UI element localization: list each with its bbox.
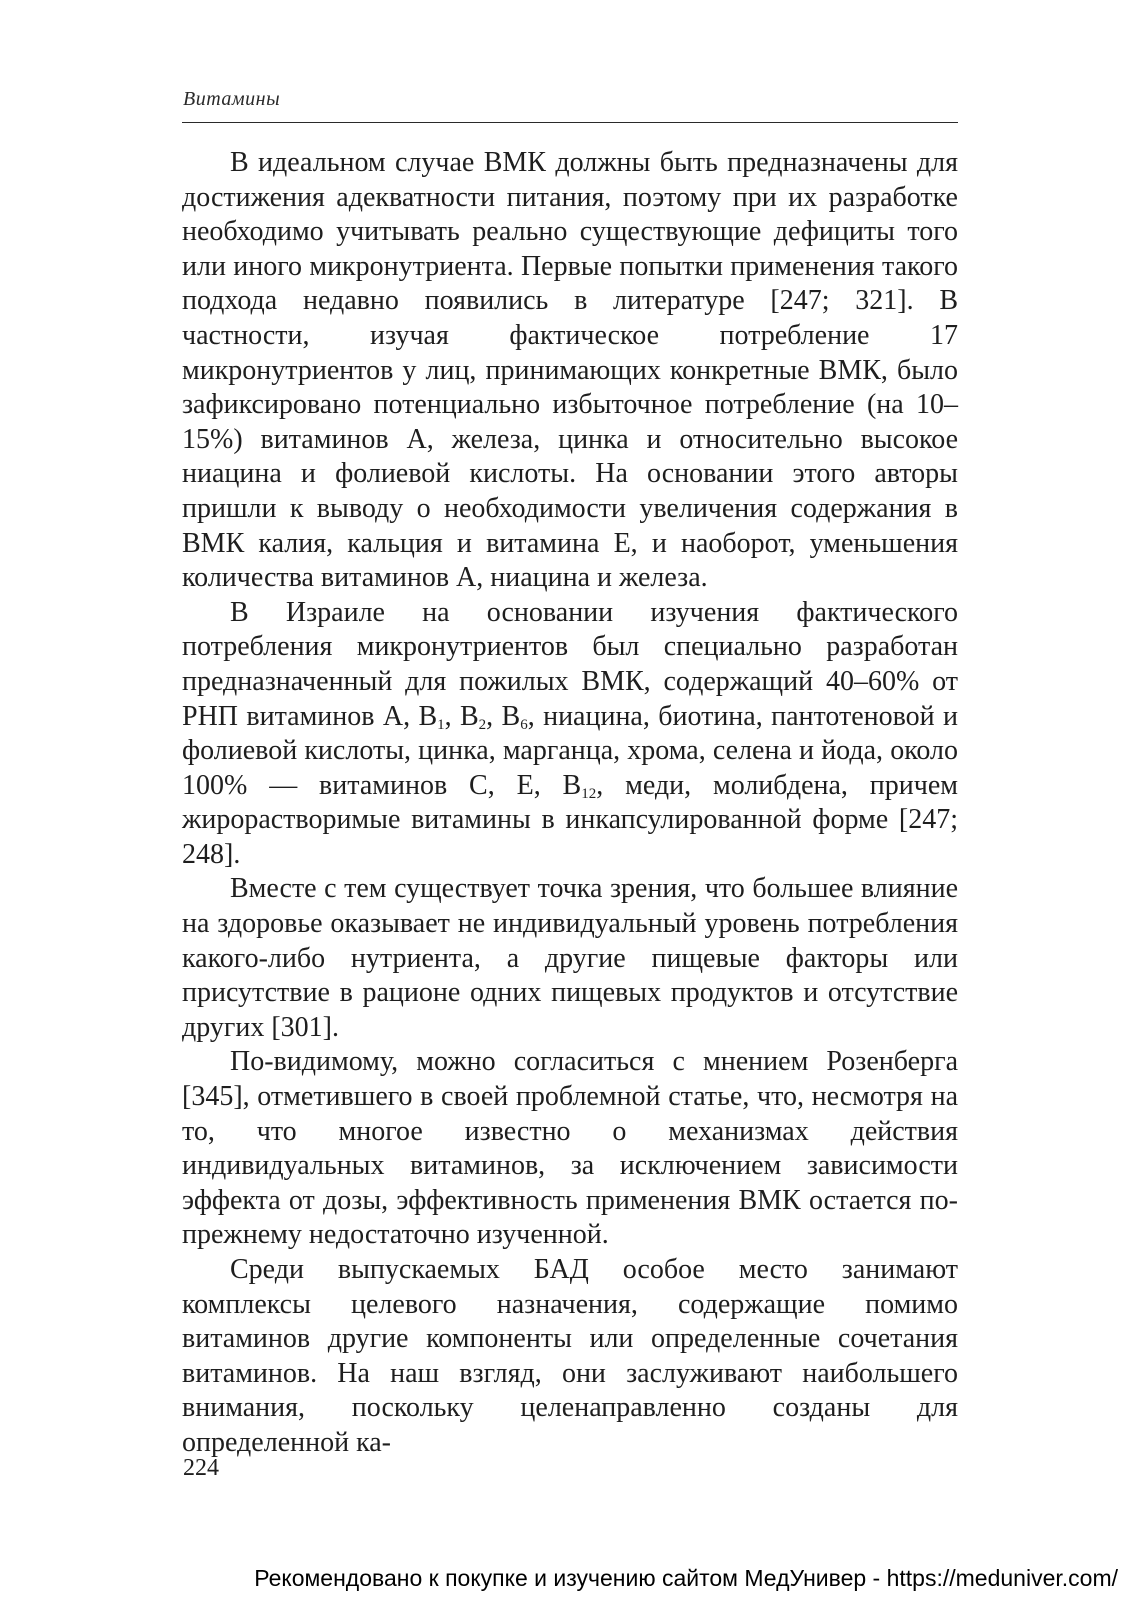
page-number: 224	[183, 1455, 219, 1481]
running-head: Витамины	[183, 88, 281, 110]
subscript: 2	[478, 716, 487, 733]
body-text	[182, 146, 958, 1461]
subscript: 1	[437, 716, 445, 733]
paragraph-text: По-видимому, можно согласиться с мнением Розенберга [345], отметившего в своей проблемной статье, что, несмотря на то, что многое известно о механизмах действия индивидуальных витаминов, за исключением зависимости эффекта от дозы, эффективность применения ВМК остается по-прежнему недостаточно изученной.	[182, 1046, 958, 1251]
paragraph	[182, 146, 958, 596]
paragraph	[182, 1045, 958, 1253]
paragraph-text: В идеальном случае ВМК должны быть предназначены для достижения адекватности питания, поэтому при их разработке необходимо учитывать реально существующие дефициты того или иного микронутриента. Первые попытки применения такого подхода недавно появились в литературе [247; 321]. В частности, изучая фактическое потребление 17 микронутриентов у лиц, принимающих конкретные ВМК, было зафиксировано потенциально избыточное потребление (на 10–15%) витаминов A, железа, цинка и относительно высокое ниацина и фолиевой кислоты. На основании этого авторы пришли к выводу о необходимости увеличения содержания в ВМК калия, кальция и витамина E, и наоборот, уменьшения количества витаминов A, ниацина и железа.	[182, 147, 958, 594]
paragraph-text: , B	[486, 700, 521, 732]
paragraph	[182, 1253, 958, 1461]
paragraph-text: , ниацина, биотина, пантотеновой и фолиевой кислоты, цинка, марганца, хрома, селена и йода, около 100% — витаминов C, E, B	[182, 700, 958, 801]
header-rule	[182, 122, 958, 123]
paragraph	[182, 596, 958, 873]
paragraph-text: Среди выпускаемых БАД особое место занимают комплексы целевого назначения, содержащие помимо витаминов другие компоненты или определенные сочетания витаминов. На наш взгляд, они заслуживают наибольшего внимания, поскольку целенаправленно созданы для определенной ка-	[182, 1254, 958, 1458]
subscript: 12	[581, 785, 597, 802]
paragraph	[182, 872, 958, 1045]
paragraph-text: В Израиле на основании изучения фактического потребления микронутриентов был специально разработан предназначенный для пожилых ВМК, содержащий 40–60% от РНП витаминов A, B	[182, 596, 958, 732]
footer-watermark[interactable]: Рекомендовано к покупке и изучению сайтом МедУнивер - https://meduniver.com/	[254, 1565, 1118, 1591]
paragraph-text: Вместе с тем существует точка зрения, что большее влияние на здоровье оказывает не индивидуальный уровень потребления какого-либо нутриента, а другие пищевые факторы или присутствие в рационе одних пищевых продуктов и отсутствие других [301].	[182, 873, 958, 1043]
subscript: 6	[520, 716, 528, 733]
paragraph-text: , B	[444, 700, 479, 732]
paragraph-text: , меди, молибдена, причем жирорастворимые витамины в инкапсулированной форме [247; 248].	[182, 769, 958, 870]
